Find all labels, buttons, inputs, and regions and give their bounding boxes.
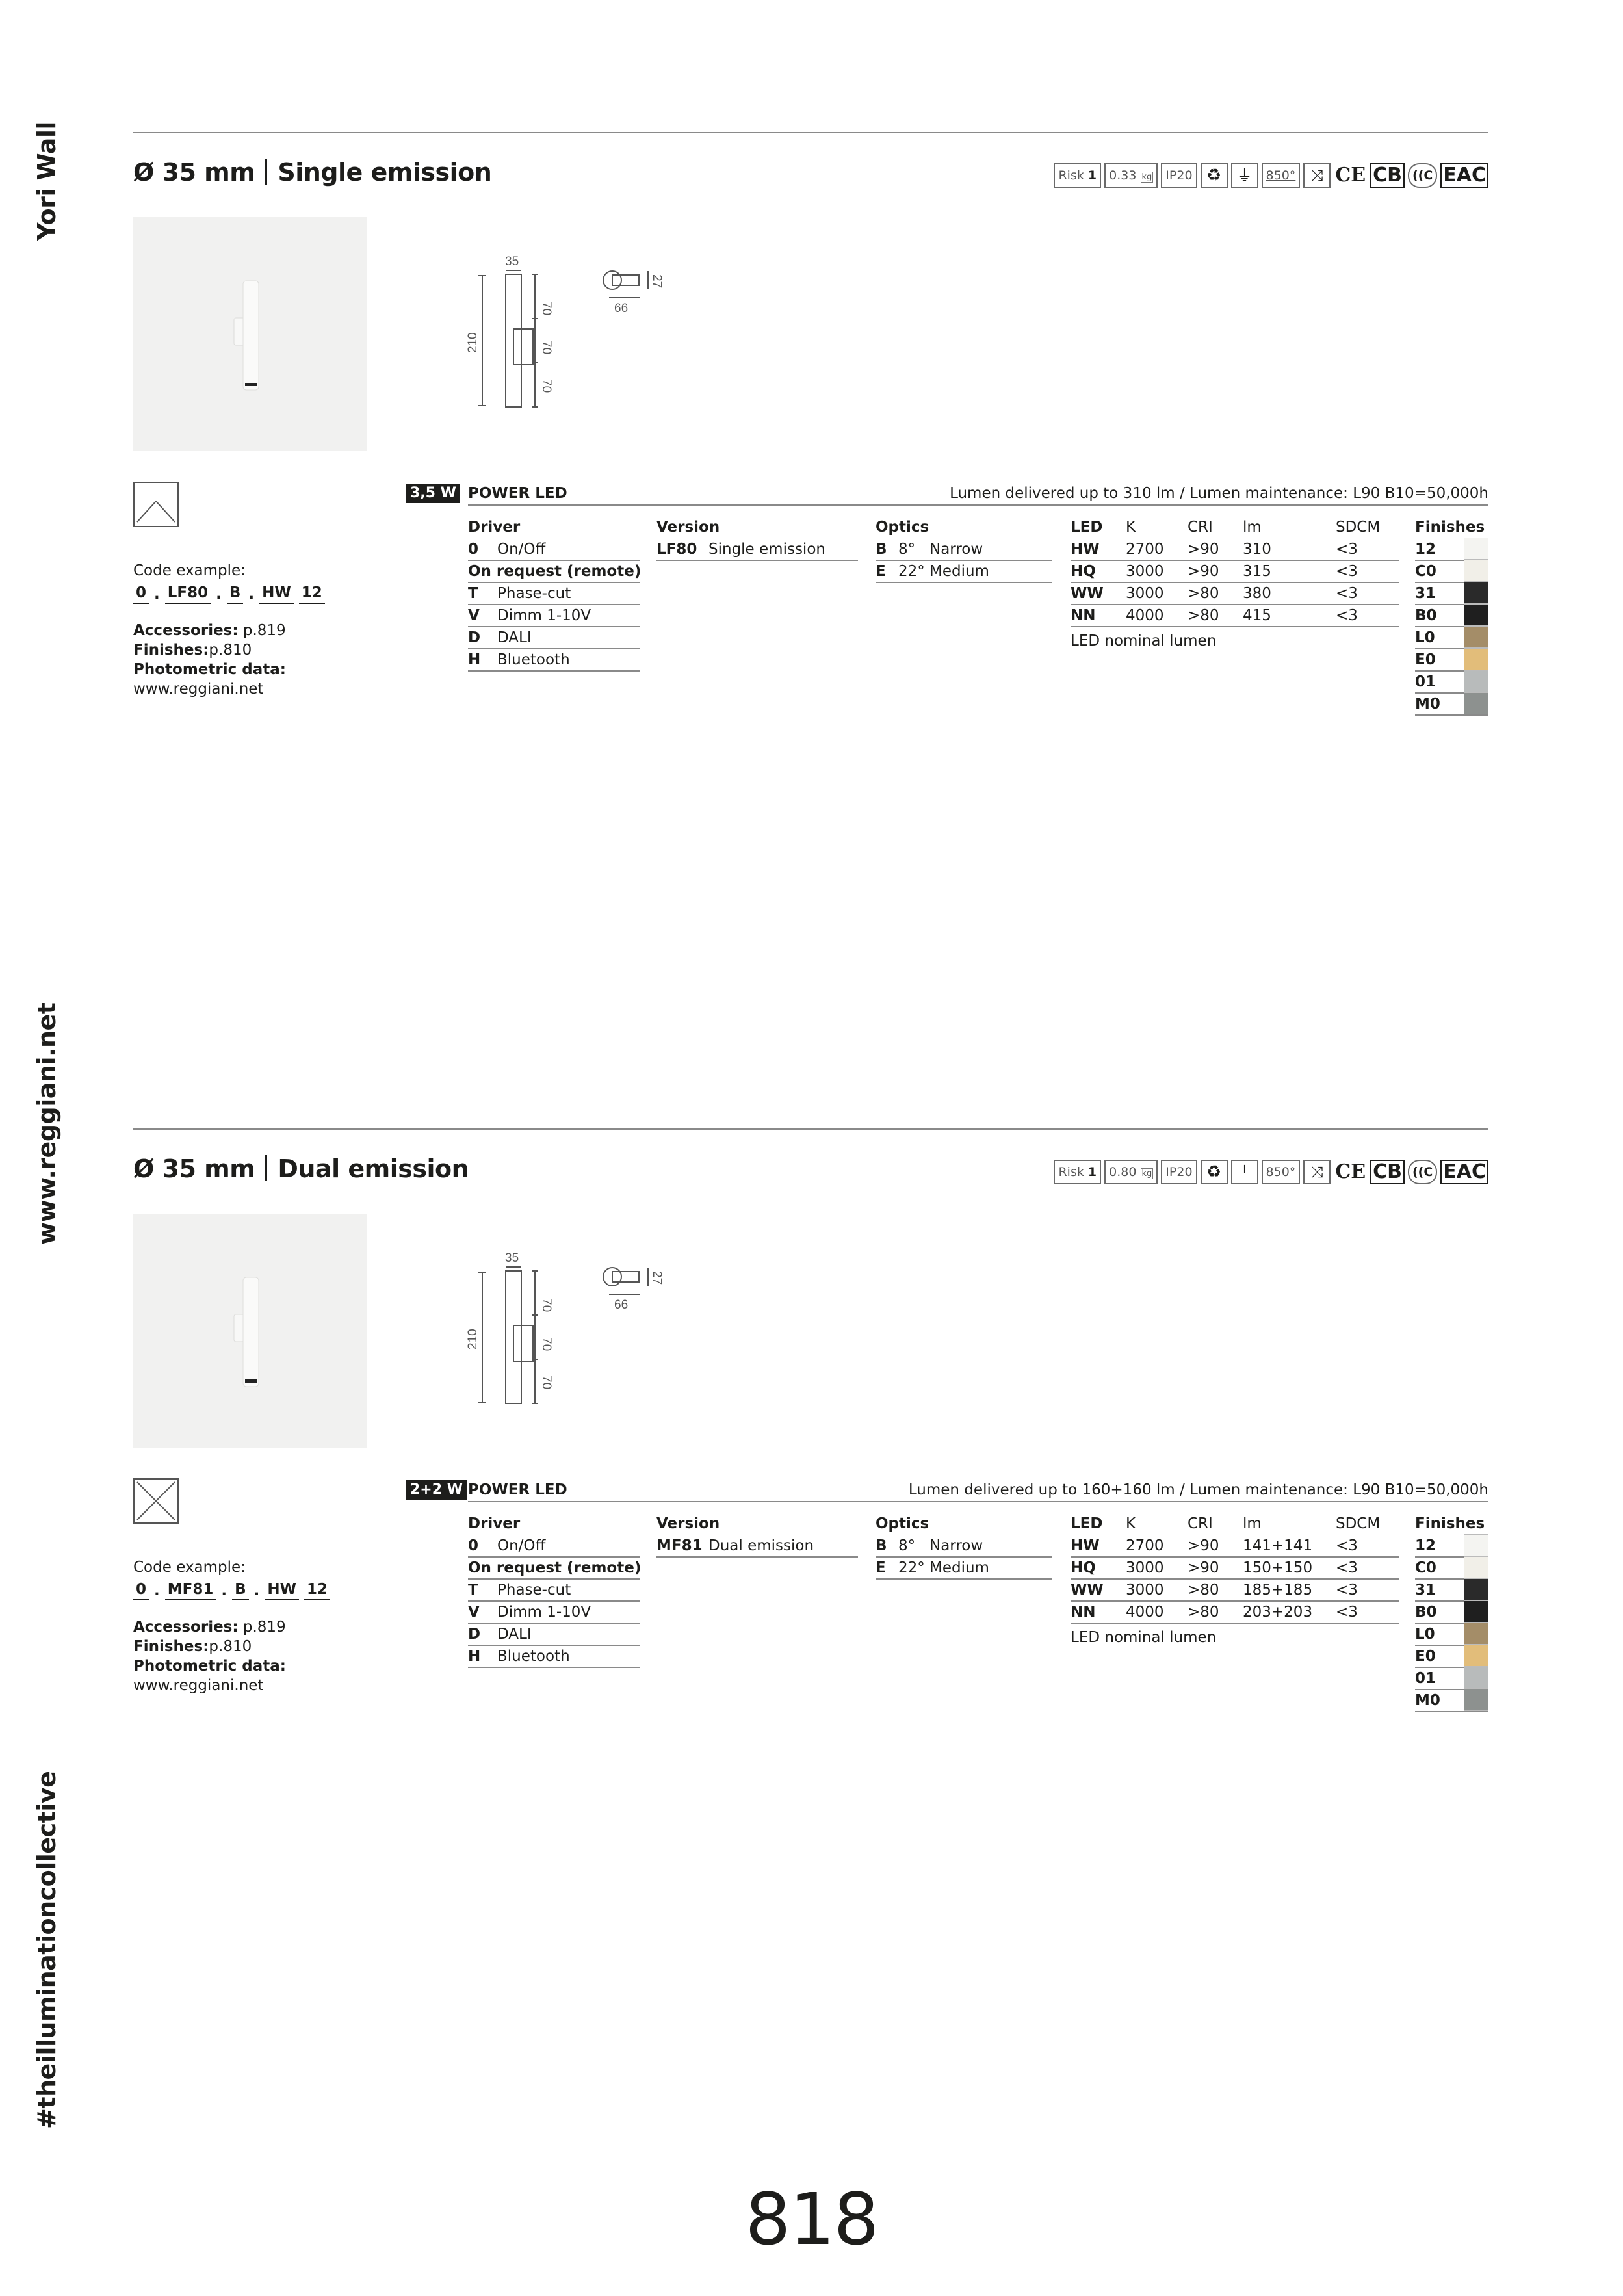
driver-option (468, 539, 640, 561)
page-number: 818 (745, 2178, 878, 2261)
finish-swatch (1464, 582, 1488, 604)
led-cell: 380 (1243, 585, 1271, 602)
led-cell: <3 (1336, 1559, 1358, 1576)
finish-code: C0 (1415, 1559, 1436, 1576)
ce-mark-icon: CE (1335, 164, 1366, 187)
code-info (133, 561, 348, 699)
led-cell: >90 (1188, 1559, 1219, 1576)
section-title (133, 158, 491, 187)
finish-code: 31 (1415, 1582, 1436, 1598)
optics-angle: 22° (898, 1559, 925, 1576)
driver-label: Bluetooth (497, 651, 570, 668)
led-cell: 203+203 (1243, 1604, 1313, 1621)
accessories-note[interactable]: Accessories: p.819 (133, 1619, 286, 1636)
driver-label: Phase-cut (497, 585, 571, 602)
driver-label: Dimm 1-10V (497, 607, 591, 624)
optics-option (876, 539, 1052, 561)
optics-header: Optics (876, 1515, 929, 1532)
led-cell: 4000 (1126, 1604, 1164, 1621)
accessories-note[interactable]: Accessories: p.819 (133, 622, 286, 639)
driver-code: 0 (468, 1537, 479, 1554)
led-nominal-note: LED nominal lumen (1071, 633, 1217, 649)
code-driver: 0 (133, 583, 149, 604)
code-optics: B (227, 583, 244, 604)
sidebar-hashtag: #theilluminationcollective (32, 1771, 61, 2129)
finish-option (1415, 1580, 1488, 1602)
led-cell: WW (1071, 585, 1104, 602)
version-label: Single emission (708, 541, 825, 558)
code-led: HW (259, 583, 294, 604)
led-column (1071, 515, 1399, 649)
finish-option (1415, 539, 1488, 561)
driver-label: On/Off (497, 1537, 546, 1554)
optics-code: E (876, 563, 886, 580)
led-cell: 3000 (1126, 563, 1164, 580)
led-cell: >80 (1188, 1582, 1219, 1598)
code-driver: 0 (133, 1580, 149, 1600)
finishes-note[interactable]: Finishes:p.810 (133, 1638, 252, 1655)
finishes-column (1415, 515, 1488, 716)
driver-label: DALI (497, 1626, 532, 1643)
led-cell: 415 (1243, 607, 1271, 624)
dimension-drawing (458, 1251, 809, 1411)
optics-angle: 8° (898, 1537, 916, 1554)
svg-text:70: 70 (539, 1337, 553, 1351)
finish-code: E0 (1415, 651, 1436, 668)
driver-code: T (468, 1582, 478, 1598)
svg-text:70: 70 (539, 379, 553, 393)
finish-swatch (1464, 538, 1488, 560)
title-emission: Single emission (278, 158, 492, 187)
power-led-label: POWER LED (468, 1481, 567, 1498)
code-finish: 12 (299, 583, 325, 604)
driver-label: DALI (497, 629, 532, 646)
ce-mark-icon: CE (1335, 1160, 1366, 1183)
finish-swatch (1464, 1623, 1488, 1645)
finish-option (1415, 1668, 1488, 1690)
recycle-icon: ♻ (1201, 163, 1228, 188)
led-row (1071, 605, 1399, 627)
no-insulation-cover-icon: ⤨ (1303, 1160, 1331, 1184)
code-optics: B (232, 1580, 249, 1600)
finish-option (1415, 605, 1488, 627)
svg-text:27: 27 (650, 1271, 664, 1285)
driver-code: D (468, 629, 481, 646)
finishes-note[interactable]: Finishes:p.810 (133, 642, 252, 659)
risk-badge: Risk 1 (1054, 163, 1101, 188)
version-label: Dual emission (708, 1537, 814, 1554)
led-row (1071, 583, 1399, 605)
finish-option (1415, 627, 1488, 649)
power-led-label: POWER LED (468, 485, 567, 502)
led-cell: <3 (1336, 1582, 1358, 1598)
led-cell: 141+141 (1243, 1537, 1313, 1554)
finish-swatch (1464, 1689, 1488, 1711)
led-cell: >80 (1188, 1604, 1219, 1621)
finish-option (1415, 672, 1488, 694)
led-cell: NN (1071, 1604, 1096, 1621)
code-led: HW (265, 1580, 299, 1600)
product-section-single (133, 132, 1488, 717)
led-cell: >80 (1188, 585, 1219, 602)
finish-code: 12 (1415, 541, 1436, 558)
version-code: MF81 (656, 1537, 703, 1554)
led-cell: 185+185 (1243, 1582, 1313, 1598)
finish-option (1415, 1690, 1488, 1712)
finish-option (1415, 561, 1488, 583)
svg-text:66: 66 (614, 302, 629, 315)
led-header-cell: SDCM (1336, 1515, 1381, 1532)
led-cell: <3 (1336, 585, 1358, 602)
title-divider (265, 1155, 267, 1181)
driver-option (468, 561, 640, 583)
driver-option (468, 1602, 640, 1624)
led-row (1071, 1602, 1399, 1624)
section-rule (133, 132, 1488, 133)
photometric-label: Photometric data: (133, 1658, 286, 1675)
led-cell: 3000 (1126, 1582, 1164, 1598)
finish-swatch (1464, 626, 1488, 648)
title-divider (265, 159, 267, 185)
section-title (133, 1155, 469, 1183)
driver-code: V (468, 607, 480, 624)
driver-code: D (468, 1626, 481, 1643)
finish-code: M0 (1415, 1692, 1440, 1709)
ccc-mark-icon: ((C (1408, 1160, 1437, 1184)
led-cell: <3 (1336, 563, 1358, 580)
finishes-header: Finishes (1415, 1515, 1485, 1532)
finish-code: L0 (1415, 1626, 1435, 1643)
glow-wire-badge: 850° (1262, 1160, 1301, 1184)
optics-label: Medium (929, 1559, 989, 1576)
glow-wire-badge: 850° (1262, 163, 1301, 188)
cb-mark-icon: CB (1370, 163, 1405, 188)
led-cell: 2700 (1126, 1537, 1164, 1554)
finish-option (1415, 649, 1488, 672)
code-info (133, 1558, 348, 1695)
driver-label: On request (remote) (468, 563, 642, 580)
optics-column (876, 515, 1052, 583)
finish-code: 01 (1415, 673, 1436, 690)
led-header-cell: K (1126, 519, 1136, 536)
finish-option (1415, 1646, 1488, 1668)
driver-code: T (468, 585, 478, 602)
led-header-cell: LED (1071, 519, 1103, 536)
led-header (1071, 515, 1399, 539)
finish-option (1415, 1624, 1488, 1646)
optics-option (876, 1558, 1052, 1580)
dimension-drawing (458, 255, 809, 415)
finishes-column (1415, 1512, 1488, 1712)
led-cell: <3 (1336, 607, 1358, 624)
driver-option (468, 1535, 640, 1558)
led-cell: HW (1071, 1537, 1100, 1554)
photometric-link[interactable]: www.reggiani.net (133, 681, 264, 698)
version-code: LF80 (656, 541, 697, 558)
code-version: LF80 (165, 583, 211, 604)
led-header-cell: K (1126, 1515, 1136, 1532)
led-header-cell: lm (1243, 519, 1262, 536)
led-row (1071, 1535, 1399, 1558)
svg-text:35: 35 (505, 1251, 519, 1265)
led-header-cell: LED (1071, 1515, 1103, 1532)
svg-text:70: 70 (539, 341, 553, 355)
finish-swatch (1464, 1578, 1488, 1600)
led-cell: 3000 (1126, 585, 1164, 602)
wattage-badge: 3,5 W (406, 484, 460, 503)
svg-text:210: 210 (466, 1329, 480, 1350)
title-emission: Dual emission (278, 1155, 469, 1183)
recycle-icon: ♻ (1201, 1160, 1228, 1184)
finish-code: 31 (1415, 585, 1436, 602)
driver-code: H (468, 651, 481, 668)
no-insulation-cover-icon: ⤨ (1303, 163, 1331, 188)
finish-option (1415, 1535, 1488, 1558)
led-cell: HQ (1071, 563, 1096, 580)
downlight-beam-icon (133, 482, 179, 527)
led-header (1071, 1512, 1399, 1535)
finish-swatch (1464, 604, 1488, 626)
finish-code: B0 (1415, 607, 1437, 624)
code-example-label: Code example: (133, 1559, 246, 1576)
driver-option (468, 1580, 640, 1602)
risk-badge: Risk 1 (1054, 1160, 1101, 1184)
svg-text:66: 66 (614, 1298, 629, 1312)
lumen-maintenance: Lumen delivered up to 310 lm / Lumen maintenance: L90 B10=50,000h (950, 485, 1488, 502)
finish-swatch (1464, 1556, 1488, 1578)
ip-badge: IP20 (1161, 163, 1197, 188)
driver-label: On request (remote) (468, 1559, 642, 1576)
optics-option (876, 1535, 1052, 1558)
driver-label: Bluetooth (497, 1648, 570, 1665)
led-cell: WW (1071, 1582, 1104, 1598)
led-column (1071, 1512, 1399, 1646)
led-cell: 310 (1243, 541, 1271, 558)
up-down-beam-icon (133, 1478, 179, 1524)
led-cell: >90 (1188, 541, 1219, 558)
cb-mark-icon: CB (1370, 1160, 1405, 1184)
finish-code: E0 (1415, 1648, 1436, 1665)
svg-text:70: 70 (539, 302, 553, 316)
earth-class-icon: ⏚ (1231, 1160, 1258, 1184)
svg-text:70: 70 (539, 1298, 553, 1312)
finish-code: 12 (1415, 1537, 1436, 1554)
version-header: Version (656, 1515, 720, 1532)
driver-code: V (468, 1604, 480, 1621)
code-example-label: Code example: (133, 562, 246, 579)
finish-swatch (1464, 1534, 1488, 1556)
title-diameter: Ø 35 mm (133, 158, 255, 187)
driver-label: On/Off (497, 541, 546, 558)
wall-lamp-image (133, 217, 367, 451)
driver-header: Driver (468, 519, 521, 536)
finish-option (1415, 1602, 1488, 1624)
optics-column (876, 1512, 1052, 1580)
finish-swatch (1464, 670, 1488, 692)
led-header-cell: lm (1243, 1515, 1262, 1532)
optics-code: E (876, 1559, 886, 1576)
led-cell: <3 (1336, 541, 1358, 558)
led-cell: 150+150 (1243, 1559, 1313, 1576)
sidebar-website[interactable]: www.reggiani.net (32, 1002, 61, 1245)
led-nominal-note: LED nominal lumen (1071, 1629, 1217, 1646)
version-column (656, 515, 858, 561)
finishes-header: Finishes (1415, 519, 1485, 536)
led-cell: 315 (1243, 563, 1271, 580)
code-example: 0 . LF80 . B . HW 12 (133, 583, 348, 604)
photometric-label: Photometric data: (133, 661, 286, 678)
svg-text:70: 70 (539, 1376, 553, 1390)
led-cell: HQ (1071, 1559, 1096, 1576)
led-row (1071, 1580, 1399, 1602)
driver-header: Driver (468, 1515, 521, 1532)
led-cell: <3 (1336, 1604, 1358, 1621)
driver-code: 0 (468, 541, 479, 558)
driver-column (468, 1512, 640, 1668)
optics-angle: 22° (898, 563, 925, 580)
led-row (1071, 1558, 1399, 1580)
wattage-badge: 2+2 W (406, 1480, 467, 1500)
optics-label: Narrow (929, 1537, 983, 1554)
driver-option (468, 649, 640, 672)
eac-mark-icon: EAC (1440, 1160, 1488, 1184)
version-option (656, 1535, 858, 1558)
optics-angle: 8° (898, 541, 916, 558)
weight-badge: 0.80 kg (1104, 1160, 1158, 1184)
finish-option (1415, 1558, 1488, 1580)
led-header-cell: SDCM (1336, 519, 1381, 536)
title-diameter: Ø 35 mm (133, 1155, 255, 1183)
driver-column (468, 515, 640, 672)
earth-class-icon: ⏚ (1231, 163, 1258, 188)
finish-code: M0 (1415, 696, 1440, 712)
driver-code: H (468, 1648, 481, 1665)
sidebar-collection: Yori Wall (32, 122, 61, 241)
finish-swatch (1464, 1667, 1488, 1689)
finish-swatch (1464, 1645, 1488, 1667)
code-example: 0 . MF81 . B . HW 12 (133, 1580, 348, 1600)
product-photo (133, 1214, 367, 1448)
optics-header: Optics (876, 519, 929, 536)
driver-option (468, 605, 640, 627)
led-cell: 4000 (1126, 607, 1164, 624)
optics-code: B (876, 541, 887, 558)
ip-badge: IP20 (1161, 1160, 1197, 1184)
driver-option (468, 583, 640, 605)
finish-option (1415, 583, 1488, 605)
led-cell: 3000 (1126, 1559, 1164, 1576)
code-finish: 12 (304, 1580, 330, 1600)
kg-icon: kg (1141, 172, 1152, 182)
eac-mark-icon: EAC (1440, 163, 1488, 188)
version-option (656, 539, 858, 561)
driver-label: Dimm 1-10V (497, 1604, 591, 1621)
table-rule (468, 1501, 1488, 1502)
finish-code: B0 (1415, 1604, 1437, 1621)
finish-swatch (1464, 560, 1488, 582)
finish-swatch (1464, 692, 1488, 714)
ccc-mark-icon: ((C (1408, 163, 1437, 188)
driver-label: Phase-cut (497, 1582, 571, 1598)
version-header: Version (656, 519, 720, 536)
weight-badge: 0.33 kg (1104, 163, 1158, 188)
led-header-cell: CRI (1188, 519, 1213, 536)
led-cell: <3 (1336, 1537, 1358, 1554)
svg-text:27: 27 (650, 274, 664, 289)
certification-icons (1054, 1160, 1488, 1184)
table-rule (468, 504, 1488, 506)
finish-swatch (1464, 648, 1488, 670)
led-cell: NN (1071, 607, 1096, 624)
finish-code: 01 (1415, 1670, 1436, 1687)
optics-code: B (876, 1537, 887, 1554)
lumen-maintenance: Lumen delivered up to 160+160 lm / Lumen maintenance: L90 B10=50,000h (908, 1481, 1488, 1498)
driver-option (468, 627, 640, 649)
led-cell: >90 (1188, 1537, 1219, 1554)
driver-option (468, 1558, 640, 1580)
svg-text:210: 210 (466, 332, 480, 353)
led-row (1071, 561, 1399, 583)
led-cell: HW (1071, 541, 1100, 558)
optics-option (876, 561, 1052, 583)
certification-icons (1054, 163, 1488, 188)
finish-code: C0 (1415, 563, 1436, 580)
product-photo (133, 217, 367, 451)
finish-code: L0 (1415, 629, 1435, 646)
finish-option (1415, 694, 1488, 716)
led-cell: >80 (1188, 607, 1219, 624)
code-version: MF81 (165, 1580, 216, 1600)
led-row (1071, 539, 1399, 561)
product-section-dual (133, 1128, 1488, 1714)
led-cell: 2700 (1126, 541, 1164, 558)
wall-lamp-image (133, 1214, 367, 1448)
driver-option (468, 1624, 640, 1646)
led-header-cell: CRI (1188, 1515, 1213, 1532)
photometric-link[interactable]: www.reggiani.net (133, 1677, 264, 1694)
kg-icon: kg (1141, 1169, 1152, 1179)
optics-label: Narrow (929, 541, 983, 558)
finish-swatch (1464, 1600, 1488, 1623)
svg-text:35: 35 (505, 255, 519, 268)
section-rule (133, 1128, 1488, 1130)
optics-label: Medium (929, 563, 989, 580)
driver-option (468, 1646, 640, 1668)
led-cell: >90 (1188, 563, 1219, 580)
version-column (656, 1512, 858, 1558)
